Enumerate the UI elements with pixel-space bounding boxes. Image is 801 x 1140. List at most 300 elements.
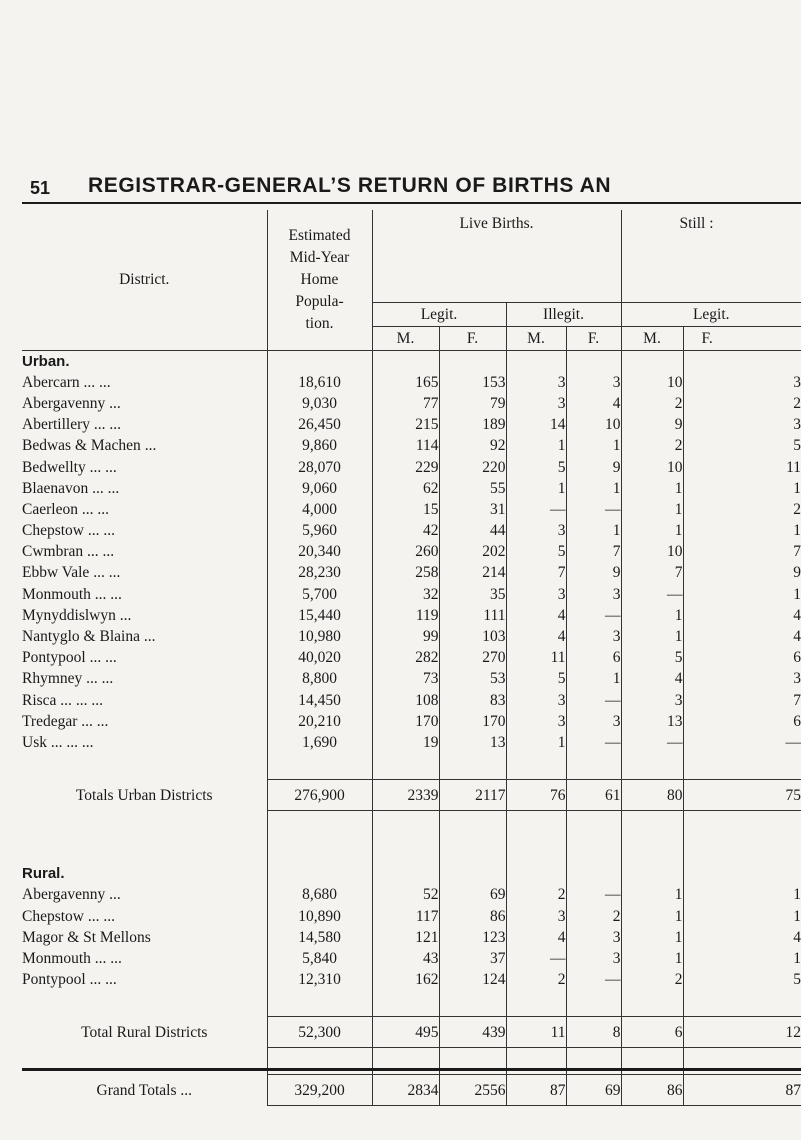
table-row [22,372,801,393]
cell-lm: 170 [372,711,439,732]
district-name [22,541,267,562]
cell-pop: 5,960 [267,520,372,541]
legit-f-header: F. [439,326,506,350]
cell-pop: 20,340 [267,541,372,562]
cell-sm: 1 [621,605,683,626]
total-label: Total Rural Districts [81,1023,208,1041]
total-if: 69 [566,1075,621,1106]
cell-im: 5 [506,541,566,562]
leader-dots: ... ... [89,458,117,476]
cell-if: 4 [566,393,621,414]
cell-if: — [566,884,621,905]
district-name-text: Abertillery [22,416,91,434]
cell-if: 9 [566,456,621,477]
cell-pop: 5,700 [267,584,372,605]
district-name [22,884,267,905]
cell-lm: 229 [372,456,439,477]
district-name [22,711,267,732]
cell-lf: 189 [439,414,506,435]
spacer-row [22,811,801,838]
cell-pop: 18,610 [267,372,372,393]
cell-sf: 7 [683,541,801,562]
total-sm: 86 [621,1075,683,1106]
cell-lm: 260 [372,541,439,562]
spacer-row [22,837,801,863]
cell-if: 3 [566,584,621,605]
cell-sm: 2 [621,435,683,456]
district-name-text: Monmouth [22,949,91,967]
table-row [22,647,801,668]
district-name [22,927,267,948]
cell-lf: 153 [439,372,506,393]
district-name-text: Nantyglo & Blaina [22,628,140,646]
district-name [22,456,267,477]
spacer-row [22,753,801,780]
illegit-header: Illegit. [506,302,621,326]
cell-lm: 77 [372,393,439,414]
cell-lf: 170 [439,711,506,732]
cell-lf: 123 [439,927,506,948]
cell-sm: 1 [621,948,683,969]
cell-pop: 28,230 [267,562,372,583]
cell-lf: 92 [439,435,506,456]
cell-im: 4 [506,605,566,626]
spacer-row [22,990,801,1017]
district-name-text: Abergavenny [22,394,106,412]
cell-if: 1 [566,668,621,689]
leader-dots: ... ... [75,691,103,709]
cell-im: 2 [506,969,566,990]
district-name [22,668,267,689]
cell-sf: 1 [683,884,801,905]
cell-im: 14 [506,414,566,435]
cell-im: 3 [506,372,566,393]
leader-dots: ... [109,394,121,412]
cell-sf: 2 [683,499,801,520]
cell-im: 4 [506,626,566,647]
cell-sf: 4 [683,626,801,647]
leader-dots: ... [143,628,156,646]
leader-dots: ... ... [93,416,122,434]
leader-dots: ... ... [86,670,114,688]
district-name-text: Pontypool [22,971,86,989]
cell-sm: 13 [621,711,683,732]
cell-lm: 43 [372,948,439,969]
urban-totals-row [22,780,801,811]
district-name-text: Rhymney [22,670,83,688]
cell-sf: 4 [683,605,801,626]
cell-pop: 26,450 [267,414,372,435]
still-legit-header: Legit. [621,302,801,326]
table-row [22,605,801,626]
cell-lm: 162 [372,969,439,990]
cell-if: 1 [566,478,621,499]
cell-im: 11 [506,647,566,668]
section-label: Urban. [22,352,70,370]
cell-lf: 214 [439,562,506,583]
district-name [22,584,267,605]
total-sf: 75 [683,780,801,811]
cell-im: 5 [506,456,566,477]
cell-pop: 28,070 [267,456,372,477]
cell-sm: 2 [621,969,683,990]
total-if: 8 [566,1017,621,1048]
district-name [22,647,267,668]
leader-dots: ... ... [83,373,111,391]
district-name-text: Abercarn [22,373,80,391]
table-row [22,668,801,689]
total-sf: 12 [683,1017,801,1048]
cell-im: 1 [506,478,566,499]
cell-lm: 15 [372,499,439,520]
cell-sm: 9 [621,414,683,435]
district-name-text: Caerleon [22,500,78,518]
district-name [22,626,267,647]
table-row [22,584,801,605]
cell-pop: 14,450 [267,690,372,711]
table-row [22,948,801,969]
cell-pop: 12,310 [267,969,372,990]
table-row [22,690,801,711]
total-if: 61 [566,780,621,811]
cell-sm: 1 [621,884,683,905]
cell-lf: 79 [439,393,506,414]
rural-section-row [22,863,801,884]
total-sm: 80 [621,780,683,811]
total-label: Grand Totals ... [96,1081,192,1099]
cell-if: 3 [566,711,621,732]
district-name [22,732,267,753]
cell-lm: 73 [372,668,439,689]
cell-sm: — [621,732,683,753]
births-table [22,210,801,1106]
district-name [22,372,267,393]
district-name-text: Mynyddislwyn [22,606,116,624]
cell-lf: 202 [439,541,506,562]
cell-lm: 99 [372,626,439,647]
cell-im: 5 [506,668,566,689]
district-name-text: Tredegar [22,712,78,730]
cell-sf: 6 [683,647,801,668]
cell-sf: 3 [683,372,801,393]
district-name [22,499,267,520]
cell-pop: 14,580 [267,927,372,948]
cell-im: 4 [506,927,566,948]
leader-dots: ... ... [93,564,121,582]
leader-dots: ... ... [92,479,120,497]
cell-sm: 10 [621,541,683,562]
district-name-text: Monmouth [22,585,91,603]
cell-lm: 114 [372,435,439,456]
table-row [22,905,801,926]
page-number: 51 [30,178,51,198]
cell-im: 3 [506,393,566,414]
cell-im: — [506,499,566,520]
cell-sf: 5 [683,969,801,990]
total-pop: 329,200 [267,1075,372,1106]
district-name-text: Bedwas & Machen [22,437,141,455]
district-name-text: Pontypool [22,649,86,667]
table-header [22,210,801,350]
total-lf: 439 [439,1017,506,1048]
table-row [22,456,801,477]
page-title: REGISTRAR-GENERAL’S RETURN OF BIRTHS AN [88,174,612,197]
cell-lf: 83 [439,690,506,711]
cell-sm: 5 [621,647,683,668]
cell-sf: 11 [683,456,801,477]
district-name [22,520,267,541]
cell-sm: 10 [621,456,683,477]
bottom-rule [22,1068,801,1071]
table-body [22,350,801,1106]
cell-im: 3 [506,905,566,926]
table-row [22,927,801,948]
leader-dots: ... ... [87,522,115,540]
total-lf: 2117 [439,780,506,811]
cell-pop: 5,840 [267,948,372,969]
total-label: Totals Urban Districts [75,786,213,804]
leader-dots: ... ... [94,585,122,603]
cell-if: 3 [566,948,621,969]
leader-dots: ... ... ... [50,733,94,751]
cell-lf: 55 [439,478,506,499]
cell-lm: 108 [372,690,439,711]
still-m-header: M. [621,326,683,350]
cell-im: 1 [506,435,566,456]
cell-sf: 1 [683,478,801,499]
legit-header: Legit. [372,302,506,326]
cell-im: 3 [506,711,566,732]
leader-dots: ... [144,437,157,455]
district-name [22,414,267,435]
cell-lf: 270 [439,647,506,668]
cell-sf: 1 [683,520,801,541]
cell-if: 3 [566,372,621,393]
cell-sm: 1 [621,927,683,948]
cell-if: — [566,969,621,990]
leader-dots: ... ... [87,543,115,561]
district-name-text: Magor & St Mellons [22,928,151,946]
cell-sf: 3 [683,668,801,689]
cell-sf: 1 [683,584,801,605]
district-name-text: Cwmbran [22,543,84,561]
leader-dots: ... ... [89,971,117,989]
cell-sm: 1 [621,478,683,499]
cell-pop: 8,680 [267,884,372,905]
cell-sf: 3 [683,414,801,435]
district-name-text: Usk [22,733,47,751]
cell-lm: 19 [372,732,439,753]
cell-sf: 7 [683,690,801,711]
table-row [22,711,801,732]
section-label: Rural. [22,865,65,883]
population-header: Estimated Mid-Year Home Popula- tion. [267,210,372,350]
table-row [22,541,801,562]
table-row [22,478,801,499]
cell-sm: 1 [621,499,683,520]
cell-im: 7 [506,562,566,583]
cell-sf: — [683,732,801,753]
district-name-text: Risca ... [22,691,72,709]
cell-lf: 124 [439,969,506,990]
total-lm: 2339 [372,780,439,811]
table-row [22,884,801,905]
district-name-text: Chepstow [22,522,84,540]
cell-if: 3 [566,626,621,647]
cell-lf: 44 [439,520,506,541]
live-births-header: Live Births. [372,210,621,302]
leader-dots: ... ... [81,500,109,518]
cell-sm: 1 [621,520,683,541]
district-name-text: Abergavenny [22,886,106,904]
cell-lf: 37 [439,948,506,969]
cell-im: 3 [506,520,566,541]
cell-lm: 121 [372,927,439,948]
district-name [22,478,267,499]
cell-pop: 10,890 [267,905,372,926]
legit-m-header: M. [372,326,439,350]
cell-pop: 10,980 [267,626,372,647]
cell-im: 2 [506,884,566,905]
district-name [22,393,267,414]
cell-lm: 258 [372,562,439,583]
cell-lm: 165 [372,372,439,393]
cell-if: 9 [566,562,621,583]
cell-sm: 3 [621,690,683,711]
cell-pop: 4,000 [267,499,372,520]
cell-lm: 62 [372,478,439,499]
illegit-f-header: F. [566,326,621,350]
cell-sf: 1 [683,905,801,926]
cell-lf: 111 [439,605,506,626]
cell-lf: 13 [439,732,506,753]
total-sf: 87 [683,1075,801,1106]
cell-sf: 2 [683,393,801,414]
cell-sf: 4 [683,927,801,948]
cell-sf: 9 [683,562,801,583]
total-lm: 2834 [372,1075,439,1106]
cell-lm: 119 [372,605,439,626]
leader-dots: ... [119,606,132,624]
district-name-text: Bedwellty [22,458,86,476]
cell-im: 3 [506,584,566,605]
district-name [22,690,267,711]
still-births-header: Still : [621,210,801,302]
table-row [22,499,801,520]
cell-pop: 9,060 [267,478,372,499]
cell-if: — [566,732,621,753]
cell-if: 1 [566,520,621,541]
total-lm: 495 [372,1017,439,1048]
district-name-text: Blaenavon [22,479,89,497]
cell-if: — [566,690,621,711]
cell-sf: 5 [683,435,801,456]
cell-lf: 31 [439,499,506,520]
cell-lf: 35 [439,584,506,605]
cell-im: 3 [506,690,566,711]
district-header: District. [22,210,267,350]
leader-dots: ... ... [94,949,122,967]
cell-pop: 9,030 [267,393,372,414]
cell-pop: 20,210 [267,711,372,732]
leader-dots: ... ... [81,712,109,730]
total-sm: 6 [621,1017,683,1048]
cell-lm: 52 [372,884,439,905]
cell-im: 1 [506,732,566,753]
cell-sm: 1 [621,905,683,926]
cell-lm: 215 [372,414,439,435]
district-name [22,905,267,926]
table-row [22,969,801,990]
illegit-m-header: M. [506,326,566,350]
urban-section-row [22,350,801,372]
cell-if: 3 [566,927,621,948]
leader-dots: ... ... [87,907,115,925]
table-row [22,393,801,414]
district-name [22,435,267,456]
district-name [22,969,267,990]
top-rule [22,202,801,204]
cell-lf: 69 [439,884,506,905]
cell-sm: 2 [621,393,683,414]
district-name [22,948,267,969]
cell-sm: 1 [621,626,683,647]
cell-lm: 42 [372,520,439,541]
cell-sm: 7 [621,562,683,583]
cell-if: 2 [566,905,621,926]
cell-if: — [566,499,621,520]
leader-dots: ... ... [89,649,117,667]
table-row [22,562,801,583]
district-name-text: Chepstow [22,907,84,925]
cell-if: — [566,605,621,626]
cell-lm: 32 [372,584,439,605]
table-row [22,520,801,541]
leader-dots: ... [109,886,121,904]
table-row [22,414,801,435]
district-name-text: Ebbw Vale [22,564,90,582]
cell-sf: 6 [683,711,801,732]
cell-if: 10 [566,414,621,435]
table-row [22,732,801,753]
cell-lf: 86 [439,905,506,926]
cell-if: 7 [566,541,621,562]
cell-sm: — [621,584,683,605]
cell-if: 6 [566,647,621,668]
cell-pop: 40,020 [267,647,372,668]
cell-lf: 220 [439,456,506,477]
table-row [22,626,801,647]
total-pop: 276,900 [267,780,372,811]
cell-pop: 1,690 [267,732,372,753]
cell-im: — [506,948,566,969]
still-f-header: F. [683,326,801,350]
cell-lf: 53 [439,668,506,689]
total-pop: 52,300 [267,1017,372,1048]
rural-totals-row [22,1017,801,1048]
total-im: 76 [506,780,566,811]
cell-pop: 8,800 [267,668,372,689]
cell-lm: 282 [372,647,439,668]
cell-if: 1 [566,435,621,456]
cell-sm: 4 [621,668,683,689]
total-lf: 2556 [439,1075,506,1106]
grand-totals-row [22,1075,801,1106]
district-name [22,605,267,626]
cell-pop: 15,440 [267,605,372,626]
cell-sf: 1 [683,948,801,969]
cell-sm: 10 [621,372,683,393]
